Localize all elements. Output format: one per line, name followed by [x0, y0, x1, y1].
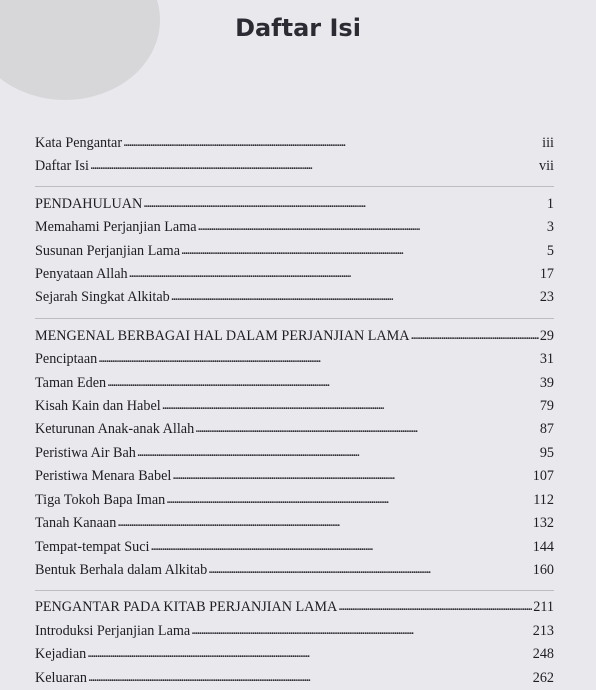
toc-entry[interactable]: [35, 348, 554, 371]
toc-entry-label: Kata Pengantar: [35, 135, 123, 151]
toc-entry-label: Introduksi Perjanjian Lama: [35, 622, 191, 639]
toc-entry[interactable]: [35, 620, 554, 643]
toc-entry-page: 5: [546, 242, 554, 259]
toc-entry-label: MENGENAL BERBAGAI HAL DALAM PERJANJIAN LAMA: [35, 327, 410, 344]
dot-leader: [198, 215, 546, 238]
toc-entry-label: Kisah Kain dan Habel: [35, 398, 161, 415]
toc-entry-label: Daftar Isi: [35, 158, 89, 175]
toc-entry[interactable]: [35, 442, 554, 465]
dot-leader: [166, 488, 532, 511]
dot-leader: [338, 595, 532, 618]
toc-entry[interactable]: [35, 155, 554, 178]
toc-entry[interactable]: [35, 465, 554, 488]
toc-section-pengantar: [35, 590, 554, 690]
toc-entry-page: 95: [539, 444, 554, 461]
toc-entry-label: Tiga Tokoh Bapa Iman: [35, 491, 166, 508]
toc-entry-label: Penciptaan: [35, 351, 98, 368]
dot-leader: [411, 324, 539, 347]
dot-leader: [172, 464, 531, 487]
toc-entry[interactable]: [35, 216, 554, 239]
toc-entry[interactable]: [35, 193, 554, 216]
toc-entry[interactable]: [35, 263, 554, 286]
toc-entry-page: 213: [532, 622, 554, 639]
toc-entry-page: 107: [532, 468, 554, 485]
toc-entry-page: 1: [546, 195, 554, 212]
dot-leader: [181, 239, 546, 262]
toc-entry[interactable]: [35, 643, 554, 666]
toc-entry-page: 31: [539, 351, 554, 368]
toc-entry-page: 87: [539, 421, 554, 438]
toc-section-front-matter: [35, 132, 554, 186]
dot-leader: [107, 371, 539, 394]
toc-entry-label: Penyataan Allah: [35, 266, 128, 283]
dot-leader: [129, 262, 539, 285]
toc-section-mengenal: [35, 318, 554, 590]
toc-section-pendahuluan: [35, 186, 554, 318]
toc-entry-label: Peristiwa Air Bah: [35, 444, 136, 461]
toc-entry[interactable]: [35, 395, 554, 418]
toc-entry[interactable]: [35, 536, 554, 559]
dot-leader: [208, 558, 532, 581]
toc-entry[interactable]: [35, 286, 554, 309]
toc-entry[interactable]: [35, 240, 554, 263]
table-of-contents: [35, 132, 554, 690]
toc-entry[interactable]: [35, 132, 554, 155]
toc-entry-page: 211: [533, 599, 554, 616]
toc-entry-label: Kejadian: [35, 646, 87, 663]
toc-entry-page: 144: [532, 538, 554, 555]
toc-entry[interactable]: [35, 418, 554, 441]
toc-entry[interactable]: [35, 325, 554, 348]
toc-entry-page: 29: [539, 327, 554, 344]
dot-leader: [195, 417, 539, 440]
dot-leader: [191, 619, 531, 642]
toc-entry[interactable]: [35, 667, 554, 690]
toc-entry-label: Peristiwa Menara Babel: [35, 468, 172, 485]
dot-leader: [171, 285, 539, 308]
toc-entry-page: 23: [539, 289, 554, 306]
toc-entry-page: 17: [539, 266, 554, 283]
toc-entry[interactable]: [35, 559, 554, 582]
toc-entry-label: Bentuk Berhala dalam Alkitab: [35, 561, 208, 578]
toc-entry-label: Sejarah Singkat Alkitab: [35, 289, 170, 306]
toc-entry[interactable]: [35, 372, 554, 395]
dot-leader: [150, 535, 531, 558]
toc-entry-label: Susunan Perjanjian Lama: [35, 242, 180, 259]
dot-leader: [117, 511, 531, 534]
toc-entry-page: 3: [546, 219, 554, 236]
dot-leader: [90, 154, 538, 177]
toc-entry-page: 79: [539, 398, 554, 415]
toc-entry-page: 160: [532, 561, 554, 578]
toc-entry-page: iii: [542, 135, 554, 151]
page-title: Daftar Isi: [235, 14, 361, 42]
toc-entry-page: 132: [532, 515, 554, 532]
toc-entry-label: PENDAHULUAN: [35, 195, 143, 212]
toc-entry-page: 262: [532, 669, 554, 686]
toc-entry-label: Memahami Perjanjian Lama: [35, 219, 197, 236]
toc-entry[interactable]: [35, 489, 554, 512]
toc-entry-label: Taman Eden: [35, 374, 107, 391]
dot-leader: [162, 394, 539, 417]
toc-entry-page: vii: [539, 158, 554, 175]
dot-leader: [137, 441, 539, 464]
toc-entry-label: Tempat-tempat Suci: [35, 538, 150, 555]
toc-entry-label: Keluaran: [35, 669, 87, 686]
toc-entry[interactable]: [35, 512, 554, 535]
toc-entry[interactable]: [35, 596, 554, 619]
dot-leader: [123, 131, 541, 154]
toc-entry-page: 248: [532, 646, 554, 663]
dot-leader: [87, 642, 532, 665]
toc-entry-label: Tanah Kanaan: [35, 515, 117, 532]
dot-leader: [143, 192, 546, 215]
toc-entry-label: PENGANTAR PADA KITAB PERJANJIAN LAMA: [35, 599, 338, 616]
toc-entry-page: 39: [539, 374, 554, 391]
dot-leader: [88, 666, 532, 689]
dot-leader: [98, 347, 539, 370]
toc-entry-label: Keturunan Anak-anak Allah: [35, 421, 195, 438]
toc-entry-page: 112: [533, 491, 554, 508]
